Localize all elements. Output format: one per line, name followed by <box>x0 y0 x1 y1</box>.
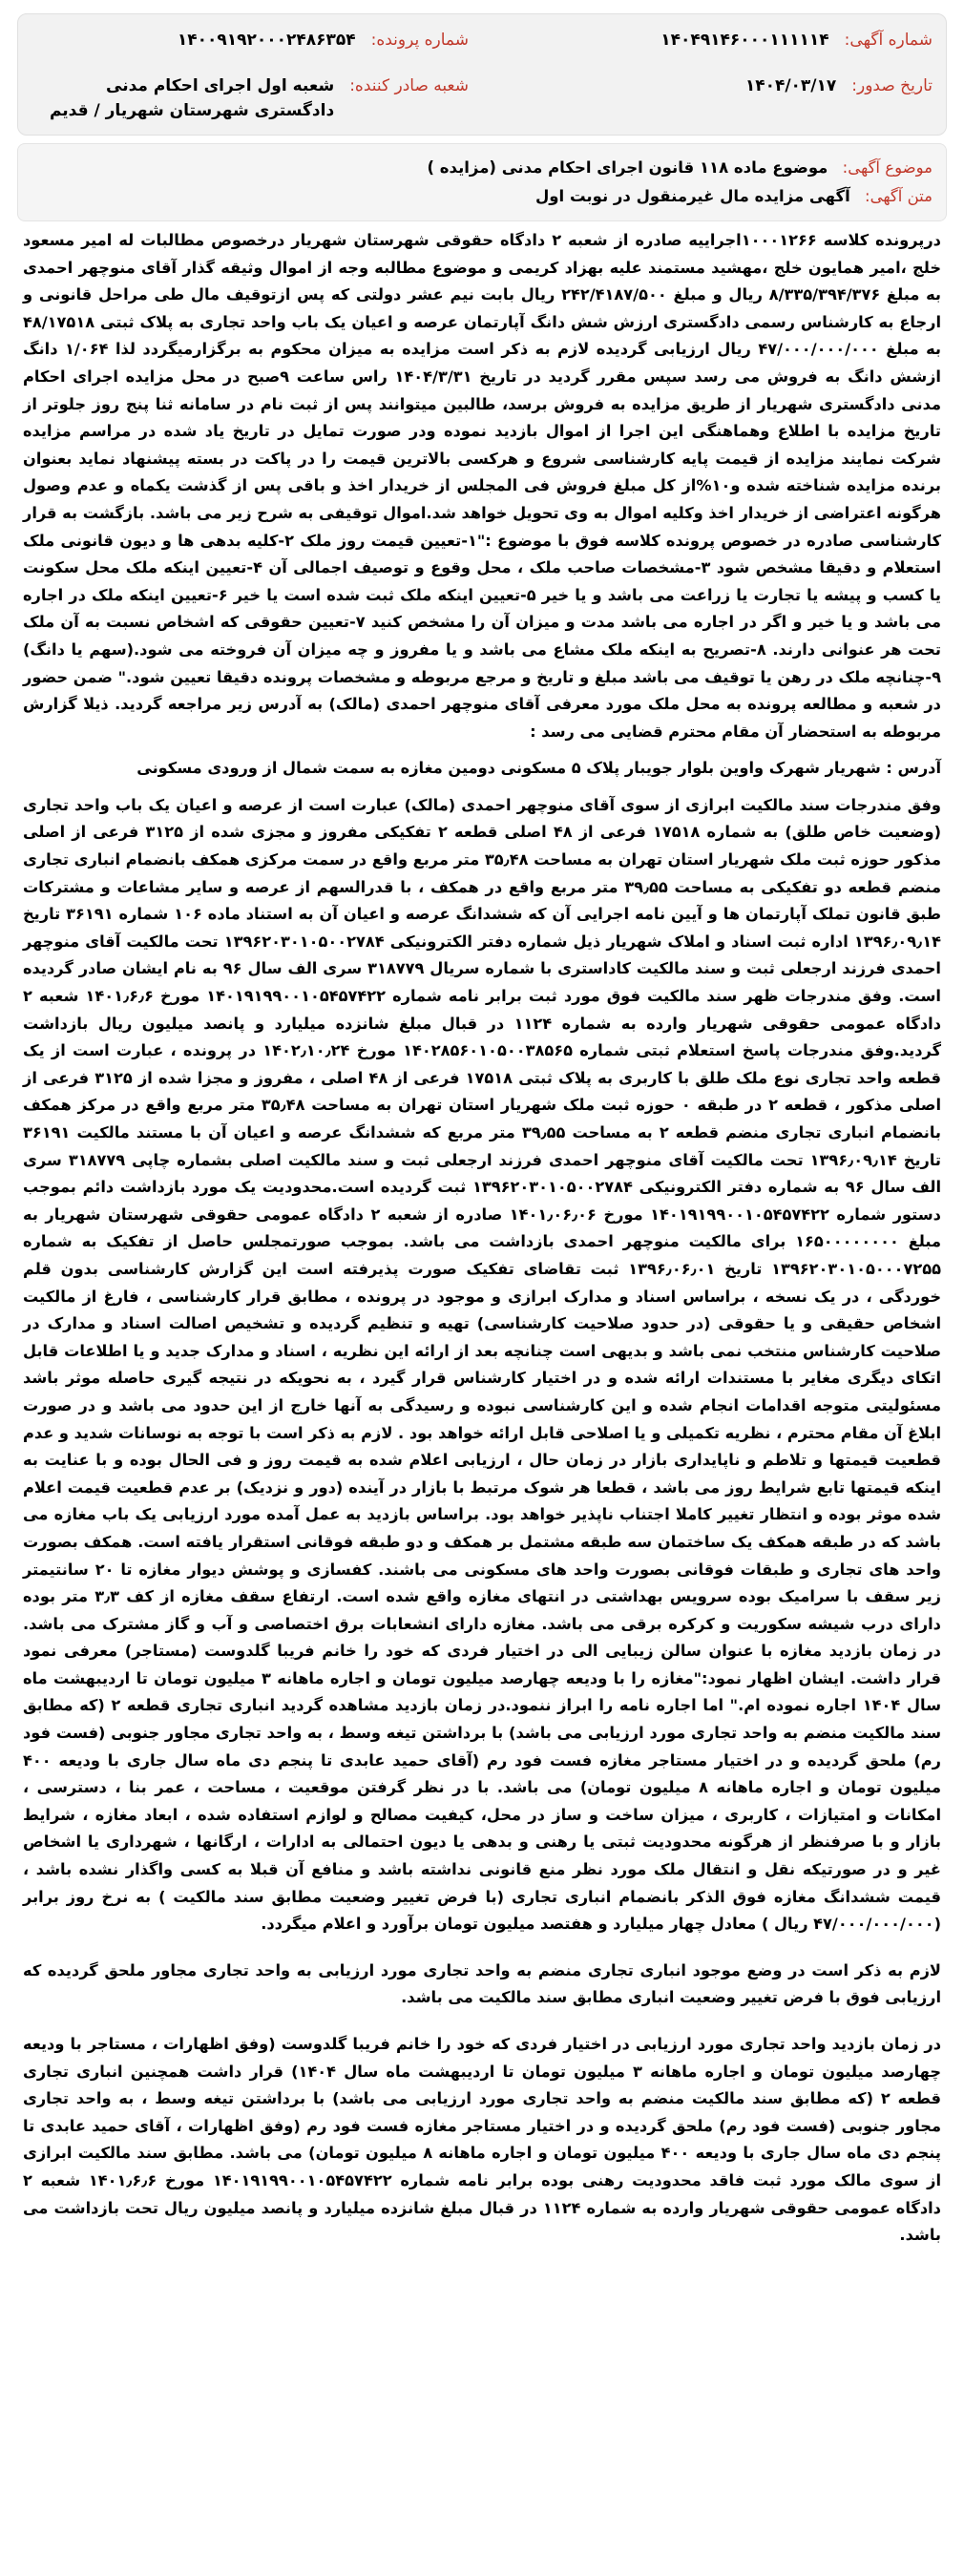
notice-meta <box>17 143 947 221</box>
issue-date: ۱۴۰۴/۰۳/۱۷ <box>744 76 837 95</box>
text-label: متن آگهی: <box>865 187 933 205</box>
issuing-branch-label: شعبه صادر کننده: <box>349 76 469 95</box>
notice-page <box>0 13 964 2576</box>
header-left-column <box>30 28 469 144</box>
case-number-row <box>30 28 469 52</box>
notice-number-label: شماره آگهی: <box>844 31 933 50</box>
issuing-branch: شعبه اول اجرای احکام مدنی دادگستری شهرستان شهریار / قدیم <box>49 76 335 120</box>
issue-date-row <box>493 73 933 98</box>
text-title-row <box>31 182 933 211</box>
property-address: آدرس : شهریار شهرک واوین بلوار جویبار پلاک ۵ مسکونی دومین مغازه به سمت شمال از ورودی مسکونی <box>136 759 941 778</box>
body-paragraph-3: لازم به ذکر است در وضع موجود انباری تجاری منضم به واحد تجاری مورد ارزیابی به واحد تجاری مجاور ملحق گردیده که ارزیابی فوق با فرض تغییر وضعیت انباری مطابق سند مالکیت می باشد. <box>23 1960 941 2007</box>
notice-body <box>17 227 947 2250</box>
body-paragraph-2: وفق مندرجات سند مالکیت ابرازی از سوی آقای منوچهر احمدی (مالک) عبارت است از عرصه و اعیان یک باب واحد تجاری (وضعیت خاص طلق) به شماره ۱۷۵۱۸ فرعی از ۴۸ اصلی قطعه ۲ تفکیکی مفروز و مجزی شده از ۳۱۲۵ فرعی از اصلی مذکور حوزه ثبت ملک شهریار استان تهران به مساحت ۳۵٫۴۸ متر مربع واقع در سمت مرکزی همکف بانضمام انباری تجاری منضم قطعه دو تفکیکی به مساحت ۳۹٫۵۵ متر مربع واقع در همکف ، با قدرالسهم از عرصه و سایر مشاعات و مشترکات طبق قانون تملک آپارتمان ها و آیین نامه اجرایی آن که ششدانگ عرصه و اعیان آن به استناد ماده ۱۰۶ شماره ۳۶۱۹۱ تاریخ ۱۳۹۶٫۰۹٫۱۴ اداره ثبت اسناد و املاک شهریار ذیل شماره دفتر الکترونیکی ۱۳۹۶۲۰۳۰۱۰۵۰۰۲۷۸۴ تحت مالکیت آقای منوچهر احمدی فرزند ارجعلی ثبت و سند مالکیت کاداستری با شماره سریال ۳۱۸۷۷۹ سری الف سال ۹۶ به نام ایشان صادر گردیده است. وفق مندرجات ظهر سند مالکیت فوق مورد ثبت برابر نامه شماره ۱۴۰۱۹۱۹۹۰۰۱۰۵۴۵۷۴۲۲ مورخ ۱۴۰۱٫۶٫۶ شعبه ۲ دادگاه عمومی حقوقی شهریار وارده به شماره ۱۱۲۴ در قبال مبلغ شانزده میلیارد و پانصد میلیون ریال بازداشت گردید.وفق مندرجات پاسخ استعلام ثبتی شماره ۱۴۰۲۸۵۶۰۱۰۵۰۰۳۸۵۶۵ مورخ ۱۴۰۲٫۱۰٫۲۴ در پرونده ، عبارت است از یک قطعه واحد تجاری نوع ملک طلق با کاربری به پلاک ثبتی ۱۷۵۱۸ فرعی از ۴۸ اصلی ، مفروز و مجزا شده از ۳۱۲۵ فرعی از اصلی مذکور ، قطعه ۲ در طبقه ۰ حوزه ثبت ملک شهریار استان تهران به مساحت ۳۵٫۴۸ متر مربع واقع در مرکز همکف بانضمام انباری تجاری منضم قطعه ۲ به مساحت ۳۹٫۵۵ متر مربع که ششدانگ عرصه و اعیان آن با مستند مالکیت ۳۶۱۹۱ تاریخ ۱۳۹۶٫۰۹٫۱۴ تحت مالکیت آقای منوچهر احمدی فرزند ارجعلی ثبت و سند مالکیت اصلی بشماره چاپی ۳۱۸۷۷۹ سری الف سال ۹۶ به شماره دفتر الکترونیکی ۱۳۹۶۲۰۳۰۱۰۵۰۰۲۷۸۴ ثبت گردیده است.محدودیت یک مورد بازداشت دائم بموجب دستور شماره ۱۴۰۱۹۱۹۹۰۰۱۰۵۴۵۷۴۲۲ مورخ ۱۴۰۱٫۰۶٫۰۶ صادره از شعبه ۲ دادگاه عمومی حقوقی شهرستان شهریار به مبلغ ۱۶۵۰۰۰۰۰۰۰۰ برای مالکیت منوچهر احمدی بازداشت می باشد. بموجب صورتمجلس حاصل از تفکیک به شماره ۱۳۹۶۲۰۳۰۱۰۵۰۰۰۷۲۵۵ تاریخ ۱۳۹۶٫۰۶٫۰۱ ثبت تقاضای تفکیک صورت پذیرفته است این گزارش کارشناسی بدون قلم خوردگی ، در یک نسخه ، براساس اسناد و مدارک ابرازی و موجود در پرونده ، مطابق قرار کارشناسی ، فارغ از مالکیت اشخاص حقیقی و یا حقوقی (در حدود صلاحیت کارشناسی) تهیه و تنظیم گردیده و تشخیص اصالت اسناد و مدارک در صلاحیت کارشناس منتخب نمی باشد و بدیهی است چنانچه بعد از ارائه این نظریه ، اسناد و مدارک جدید و یا اطلاعات قابل اتکای دیگری مغایر با مستندات ارائه شده و در اختیار کارشناس قرار گیرد ، به نحویکه در نتیجه گیری حاصله موثر باشد مسئولیتی متوجه اقدامات انجام شده و این کارشناسی نبوده و رسیدگی به آنها خارج از این حدود می باشد و در صورت ابلاغ آن مقام محترم ، نظریه تکمیلی و یا اصلاحی قابل ارائه خواهد بود . لازم به ذکر است با توجه به نوسانات شدید و عدم قطعیت قیمتها و تلاطم و ناپایداری بازار در زمان حال ، ارزیابی اعلام شده به قیمت روز و فی الحال بوده و با عنایت به اینکه قیمتها تابع شرایط روز می باشد ، قطعا هر شوک مرتبط با بازار در آینده (دور و نزدیک) بر عدم قطعیت قیمت اعلام شده موثر بوده و انتظار تغییر کاملا اجتناب ناپذیر خواهد بود. براساس بازدید به عمل آمده مورد ارزیابی یک باب مغازه می باشد که در طبقه همکف یک ساختمان سه طبقه مشتمل بر همکف و دو طبقه فوقانی استقرار یافته است. همکف بصورت واحد های تجاری و طبقات فوقانی بصورت واحد های مسکونی می باشند. کفسازی و پوشش دیوار مغازه تا ۲۰ سانتیمتر زیر سقف با سرامیک بوده سرویس بهداشتی در انتهای مغازه واقع شده است. ارتفاع سقف مغازه از کف ۳٫۳ متر بوده دارای درب شیشه سکوریت و کرکره برقی می باشد. مغازه دارای انشعابات برق اختصاصی و آب و گاز مشترک می باشد. در زمان بازدید مغازه با عنوان سالن زیبایی الی در اختیار فردی که خود را خانم فریبا گلدوست (مستاجر) معرفی نمود قرار داشت. ایشان اظهار نمود:"مغازه را با ودیعه چهارصد میلیون تومان و اجاره ماهانه ۳ میلیون تومان تا اردیبهشت ماه سال ۱۴۰۴ اجاره نموده ام." اما اجاره نامه را ابراز ننمود.در زمان بازدید مشاهده گردید انباری تجاری قطعه ۲ (که مطابق سند مالکیت منضم به واحد تجاری مورد ارزیابی می باشد) با برداشتن تیغه وسط ، به واحد تجاری مجاور جنوبی (فست فود رم) ملحق گردیده و در اختیار مستاجر مغازه فست فود رم (آقای حمید عابدی تا پنجم دی ماه سال جاری با ودیعه ۴۰۰ میلیون تومان و اجاره ماهانه ۸ میلیون تومان) می باشد. با در نظر گرفتن موقعیت ، مساحت ، عمر بنا ، دسترسی ، امکانات و امتیازات ، کاربری ، میزان ساخت و ساز در محل، کیفیت مصالح و لوازم استفاده شده ، ابعاد مغازه ، شرایط بازار و با صرفنظر از هرگونه محدودیت ثبتی یا رهنی و بدهی یا دیون احتمالی به ادارات ، ارگانها ، شهرداری یا اشخاص غیر و در صورتیکه نقل و انتقال ملک مورد نظر منع قانونی نداشته باشد و منافع آن قبلا به کسی واگذار نشده باشد ، قیمت ششدانگ مغازه فوق الذکر بانضمام انباری تجاری (با فرض تغییر وضعیت مطابق سند مالکیت ) به نرخ روز برابر (۴۷/۰۰۰/۰۰۰/۰۰۰ ریال ) معادل چهار میلیارد و هفتصد میلیون تومان برآورد و اعلام میگردد. <box>23 795 942 1934</box>
text-title: آگهی مزایده مال غیرمنقول در نوبت اول <box>534 187 850 205</box>
body-paragraph-4: در زمان بازدید واحد تجاری مورد ارزیابی در اختیار فردی که خود را خانم فریبا گلدوست (وفق اظهارات ، مستاجر با ودیعه چهارصد میلیون تومان و اجاره ماهانه ۳ میلیون تومان تا اردیبهشت ماه سال ۱۴۰۴) قرار داشت همچنین انباری تجاری قطعه ۲ (که مطابق سند مالکیت منضم به واحد تجاری مورد ارزیابی می باشد) با برداشتن تیغه وسط ، به واحد تجاری مجاور جنوبی (فست فود رم) ملحق گردیده و در اختیار مستاجر مغازه فست فود رم (وفق اظهارات ، آقای حمید عابدی تا پنجم دی ماه سال جاری با ودیعه ۴۰۰ میلیون تومان و اجاره ماهانه ۸ میلیون تومان) می باشد. مطابق سند مالکیت ابرازی از سوی مالک مورد ثبت فاقد محدودیت رهنی بوده برابر نامه شماره ۱۴۰۱۹۱۹۹۰۰۱۰۵۴۵۷۴۲۲ مورخ ۱۴۰۱٫۶٫۶ شعبه ۲ دادگاه عمومی حقوقی شهریار وارده به شماره ۱۱۲۴ در قبال مبلغ شانزده میلیارد و پانصد میلیون ریال تحت بازداشت می باشد. <box>23 2035 941 2245</box>
subject: موضوع ماده ۱۱۸ قانون اجرای احکام مدنی (مزایده ) <box>427 158 828 177</box>
issue-date-label: تاریخ صدور: <box>851 76 933 95</box>
subject-label: موضوع آگهی: <box>842 158 933 177</box>
notice-number-row <box>493 28 933 52</box>
header-right-column <box>493 28 933 119</box>
case-number: ۱۴۰۰۹۱۹۲۰۰۰۲۴۸۶۳۵۴ <box>177 31 356 50</box>
issuing-branch-row <box>30 73 469 123</box>
notice-header <box>17 13 947 136</box>
notice-number: ۱۴۰۴۹۱۴۶۰۰۰۱۱۱۱۱۴ <box>660 31 829 50</box>
case-number-label: شماره پرونده: <box>370 31 469 50</box>
body-paragraph-1: درپرونده کلاسه ۱۰۰۰۱۲۶۶اجراییه صادره از شعبه ۲ دادگاه حقوقی شهرستان شهریار درخصوص مطالبات له امیر مسعود خلج ،امیر همایون خلج ،مهشید مستمند علیه بهزاد کریمی و موضوع مطالبه وجه از اموال وثیقه گذار آقای منوچهر احمدی به مبلغ ۸/۳۳۵/۳۹۴/۳۷۶ ریال و مبلغ ۲۴۲/۴۱۸۷/۵۰۰ ریال بابت نیم عشر دولتی که پس ازتوقیف مال طی مراحل قانونی و ارجاع به کارشناس رسمی دادگستری ارزش شش دانگ آپارتمان عرصه و اعیان یک باب واحد تجاری به پلاک ثبتی ۴۸/۱۷۵۱۸ به مبلغ ۴۷/۰۰۰/۰۰۰/۰۰۰ ریال ارزیابی گردیده لازم به ذکر است مزایده به میزان محکوم به برگزارمیگردد لذا ۱/۰۶۴ دانگ ازشش دانگ به فروش می رسد سپس مقرر گردید در تاریخ ۱۴۰۴/۳/۳۱ راس ساعت ۹صبح در محل مزایده اجرای احکام مدنی دادگستری شهریار از طریق مزایده به فروش برسد، طالبین میتوانند پس از ثبت نام در سامانه ثنا پنج روز جلوتر از تاریخ مزایده با اطلاع وهماهنگی این اجرا از اموال بازدید نموده ودر صورت تمایل در تاریخ یاد شده در مراسم مزایده شرکت نمایند مزایده از قیمت پایه کارشناسی شروع و هرکسی بالاترین قیمت را در پاکت در بسته پیشنهاد نماید بعنوان برنده مزایده شناخته شده و۱۰%از کل مبلغ فروش فی المجلس از خریدار اخذ و باقی پس از گذشت یکماه و عدم وصول هرگونه اعتراضی از خریدار اخذ وکلیه اموال به وی تحویل خواهد شد.اموال توقیفی به شرح زیر می باشد. بازگشت به قرار کارشناسی صادره در خصوص پرونده کلاسه فوق با موضوع :"۱-تعیین قیمت روز ملک ۲-کلیه بدهی ها و دیون قانونی ملک استعلام و دقیقا مشخص شود ۳-مشخصات صاحب ملک ، محل وقوع و توصیف اجمالی آن ۴-تعیین اینکه ملک محل سکونت یا کسب و پیشه یا تجارت یا زراعت می باشد و یا خیر ۵-تعیین اینکه ملک ثبت شده است یا خیر ۶-تعیین اینکه ملک در اجاره می باشد و یا خیر و اگر در اجاره می باشد مدت و میزان آن را مشخص کنید ۷-تعیین حقوقی که اشخاص نسبت به آن ملک تحت هر عنوانی دارند. ۸-تصریح به اینکه ملک مشاع می باشد و یا مفروز و چه میزان آن فروخته می شود.(سهم یا دانگ) ۹-چنانچه ملک در رهن یا توقیف می باشد مبلغ و تاریخ و مرجع مربوطه و مشخصات پرونده دقیقا تعیین شود." ضمن حضور در شعبه و مطالعه پرونده به محل ملک مورد معرفی آقای منوچهر احمدی (مالک) به آدرس زیر مراجعه گردید. ذیلا گزارش مربوطه به استحضار آن مقام محترم قضایی می رسد : <box>23 231 942 741</box>
subject-row <box>31 154 933 182</box>
